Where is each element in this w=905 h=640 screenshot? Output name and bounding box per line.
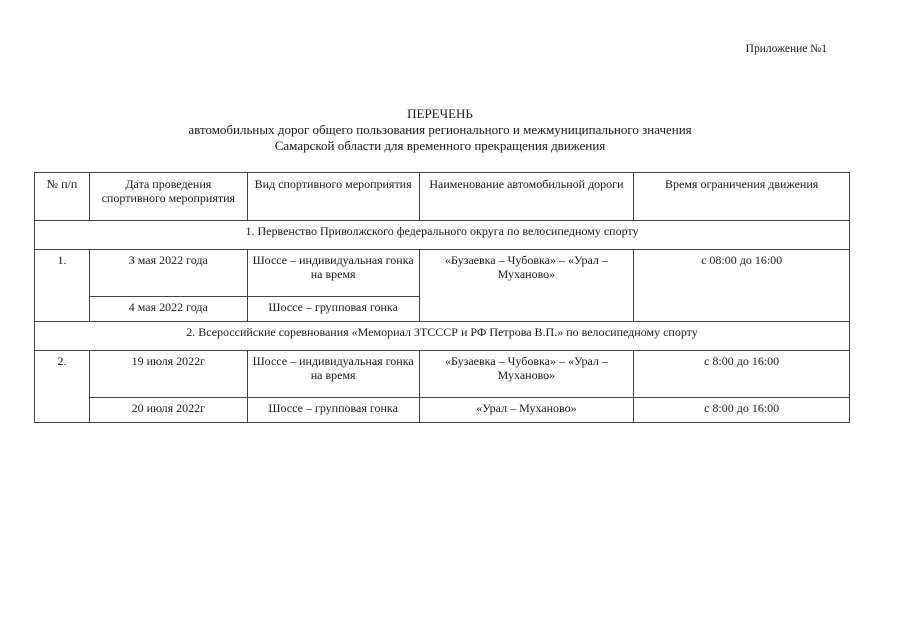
section-title: 1. Первенство Приволжского федерального округа по велосипедному спорту	[35, 221, 850, 250]
header-kind: Вид спортивного мероприятия	[247, 173, 419, 221]
cell-kind: Шоссе – индивидуальная гонка на время	[247, 351, 419, 398]
table-row	[35, 250, 850, 297]
cell-kind: Шоссе – групповая гонка	[247, 398, 419, 423]
section-title-row	[35, 221, 850, 250]
cell-kind: Шоссе – групповая гонка	[247, 297, 419, 322]
table-header-row	[35, 173, 850, 221]
cell-time: с 08:00 до 16:00	[634, 250, 850, 322]
cell-time: с 8:00 до 16:00	[634, 398, 850, 423]
header-time: Время ограничения движения	[634, 173, 850, 221]
title-line-1: ПЕРЕЧЕНЬ	[407, 106, 473, 121]
cell-date: 4 мая 2022 года	[89, 297, 247, 322]
row-number: 1.	[35, 250, 90, 322]
section-title-row	[35, 322, 850, 351]
cell-date: 3 мая 2022 года	[89, 250, 247, 297]
cell-kind: Шоссе – индивидуальная гонка на время	[247, 250, 419, 297]
title-line-2: автомобильных дорог общего пользования регионального и межмуниципального значения	[188, 122, 692, 137]
table-row	[35, 351, 850, 398]
row-number: 2.	[35, 351, 90, 423]
header-date: Дата проведения спортивного мероприятия	[89, 173, 247, 221]
document-title	[0, 106, 880, 154]
roads-table	[34, 172, 850, 423]
appendix-label: Приложение №1	[745, 43, 827, 55]
cell-date: 19 июля 2022г	[89, 351, 247, 398]
section-title: 2. Всероссийские соревнования «Мемориал ЗТСССР и РФ Петрова В.П.» по велосипедному спорту	[35, 322, 850, 351]
header-num: № п/п	[35, 173, 90, 221]
title-line-3: Самарской области для временного прекращения движения	[274, 138, 606, 153]
cell-time: с 8:00 до 16:00	[634, 351, 850, 398]
cell-date: 20 июля 2022г	[89, 398, 247, 423]
cell-road: «Бузаевка – Чубовка» – «Урал – Муханово»	[419, 351, 634, 398]
header-road: Наименование автомобильной дороги	[419, 173, 634, 221]
table-row	[35, 398, 850, 423]
cell-road: «Урал – Муханово»	[419, 398, 634, 423]
cell-road: «Бузаевка – Чубовка» – «Урал – Муханово»	[419, 250, 634, 322]
